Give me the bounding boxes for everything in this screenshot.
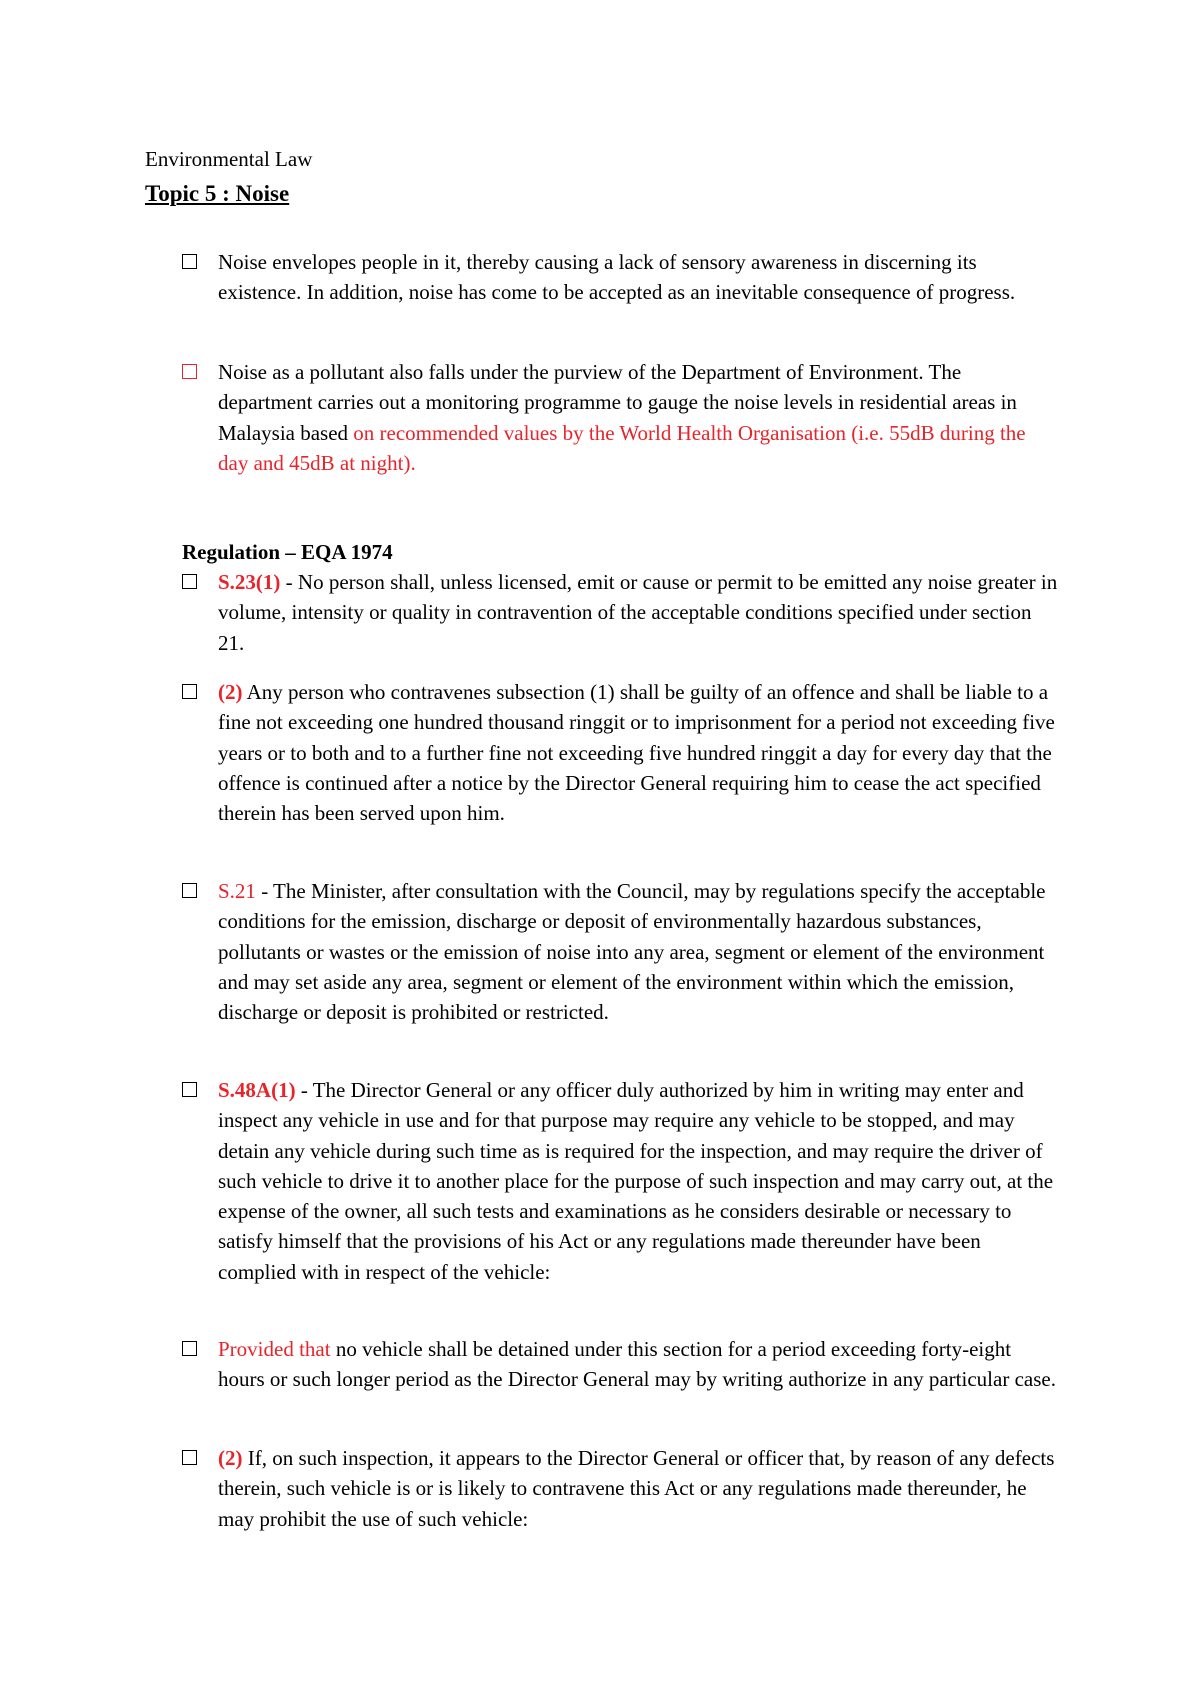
- section-text: If, on such inspection, it appears to the Director General or officer that, by reason of any defects therein, such vehicle is or is likely to contravene this Act or any regulations made thereunder, he may prohibit the use of such vehicle:: [218, 1446, 1055, 1531]
- section-text: Any person who contravenes subsection (1) shall be guilty of an offence and shall be liable to a fine not exceeding one hundred thousand ringgit or to imprisonment for a period not exceeding five years or to both and to a further fine not exceeding five hundred ringgit a day for every day that the offence is continued after a notice by the Director General requiring him to cease the act specified therein has been served upon him.: [218, 680, 1055, 826]
- bullet-text: [218, 567, 1060, 658]
- bullet-text: [218, 357, 1060, 478]
- section-text: - The Minister, after consultation with the Council, may by regulations specify the acceptable conditions for the emission, discharge or deposit of environmentally hazardous substances, pollutants or wastes or the emission of noise into any area, segment or element of the environment and may set aside any area, segment or element of the environment within which the emission, discharge or deposit is prohibited or restricted.: [218, 879, 1046, 1025]
- regulation-bullet-s21: [182, 876, 1062, 1027]
- section-reference: S.48A(1): [218, 1078, 296, 1102]
- checkbox-icon: [182, 1082, 197, 1097]
- section-text: no vehicle shall be detained under this section for a period exceeding forty-eight hours or such longer period as the Director General may by writing authorize in any particular case.: [218, 1337, 1056, 1392]
- checkbox-icon: [182, 883, 197, 898]
- bullet-text: [218, 1075, 1060, 1287]
- bullet-text-plain: Noise as a pollutant also falls under the purview of the Department of Environment. The department carries out a monitoring programme to gauge the noise levels in residential areas in Malaysia based: [218, 360, 1017, 445]
- bullet-text: [218, 1334, 1060, 1395]
- bullet-text-highlight: on recommended values by the World Health Organisation (i.e. 55dB during the day and 45dB at night).: [218, 420, 1026, 475]
- regulation-bullet-s23-1: [182, 567, 1062, 658]
- checkbox-icon: [182, 254, 197, 269]
- section-reference: S.23(1): [218, 570, 281, 594]
- regulation-bullet-proviso: [182, 1334, 1062, 1395]
- regulation-bullet-s48a-1: [182, 1075, 1062, 1287]
- bullet-text: Noise envelopes people in it, thereby causing a lack of sensory awareness in discerning its existence. In addition, noise has come to be accepted as an inevitable consequence of progress.: [218, 250, 1016, 305]
- section-text: - No person shall, unless licensed, emit or cause or permit to be emitted any noise greater in volume, intensity or quality in contravention of the acceptable conditions specified under section 21.: [218, 570, 1058, 655]
- regulation-heading: Regulation – EQA 1974: [182, 540, 393, 564]
- checkbox-icon: [182, 684, 197, 699]
- section-reference: (2): [218, 1446, 243, 1470]
- section-text: - The Director General or any officer duly authorized by him in writing may enter and inspect any vehicle in use and for that purpose may require any vehicle to be stopped, and may detain any vehicle during such time as is required for the inspection, and may require the driver of such vehicle to drive it to another place for the purpose of such inspection and may carry out, at the expense of the owner, all such tests and examinations as he considers desirable or necessary to satisfy himself that the provisions of his Act or any regulations made thereunder have been complied with in respect of the vehicle:: [218, 1078, 1054, 1284]
- checkbox-icon: [182, 1341, 197, 1356]
- checkbox-icon: [182, 574, 197, 589]
- section-reference: Provided that: [218, 1337, 331, 1361]
- checkbox-icon: [182, 364, 197, 379]
- topic-title: Topic 5 : Noise: [145, 181, 290, 206]
- intro-bullet-2: [182, 357, 1062, 478]
- checkbox-icon: [182, 1450, 197, 1465]
- bullet-text: [218, 677, 1060, 828]
- regulation-bullet-s48a-2: [182, 1443, 1062, 1534]
- bullet-text: [218, 876, 1060, 1027]
- section-reference: S.21: [218, 879, 256, 903]
- bullet-text: [218, 1443, 1060, 1534]
- intro-bullet-1: [182, 247, 1062, 308]
- course-title: Environmental Law: [145, 147, 313, 171]
- section-reference: (2): [218, 680, 243, 704]
- regulation-bullet-s23-2: [182, 677, 1062, 828]
